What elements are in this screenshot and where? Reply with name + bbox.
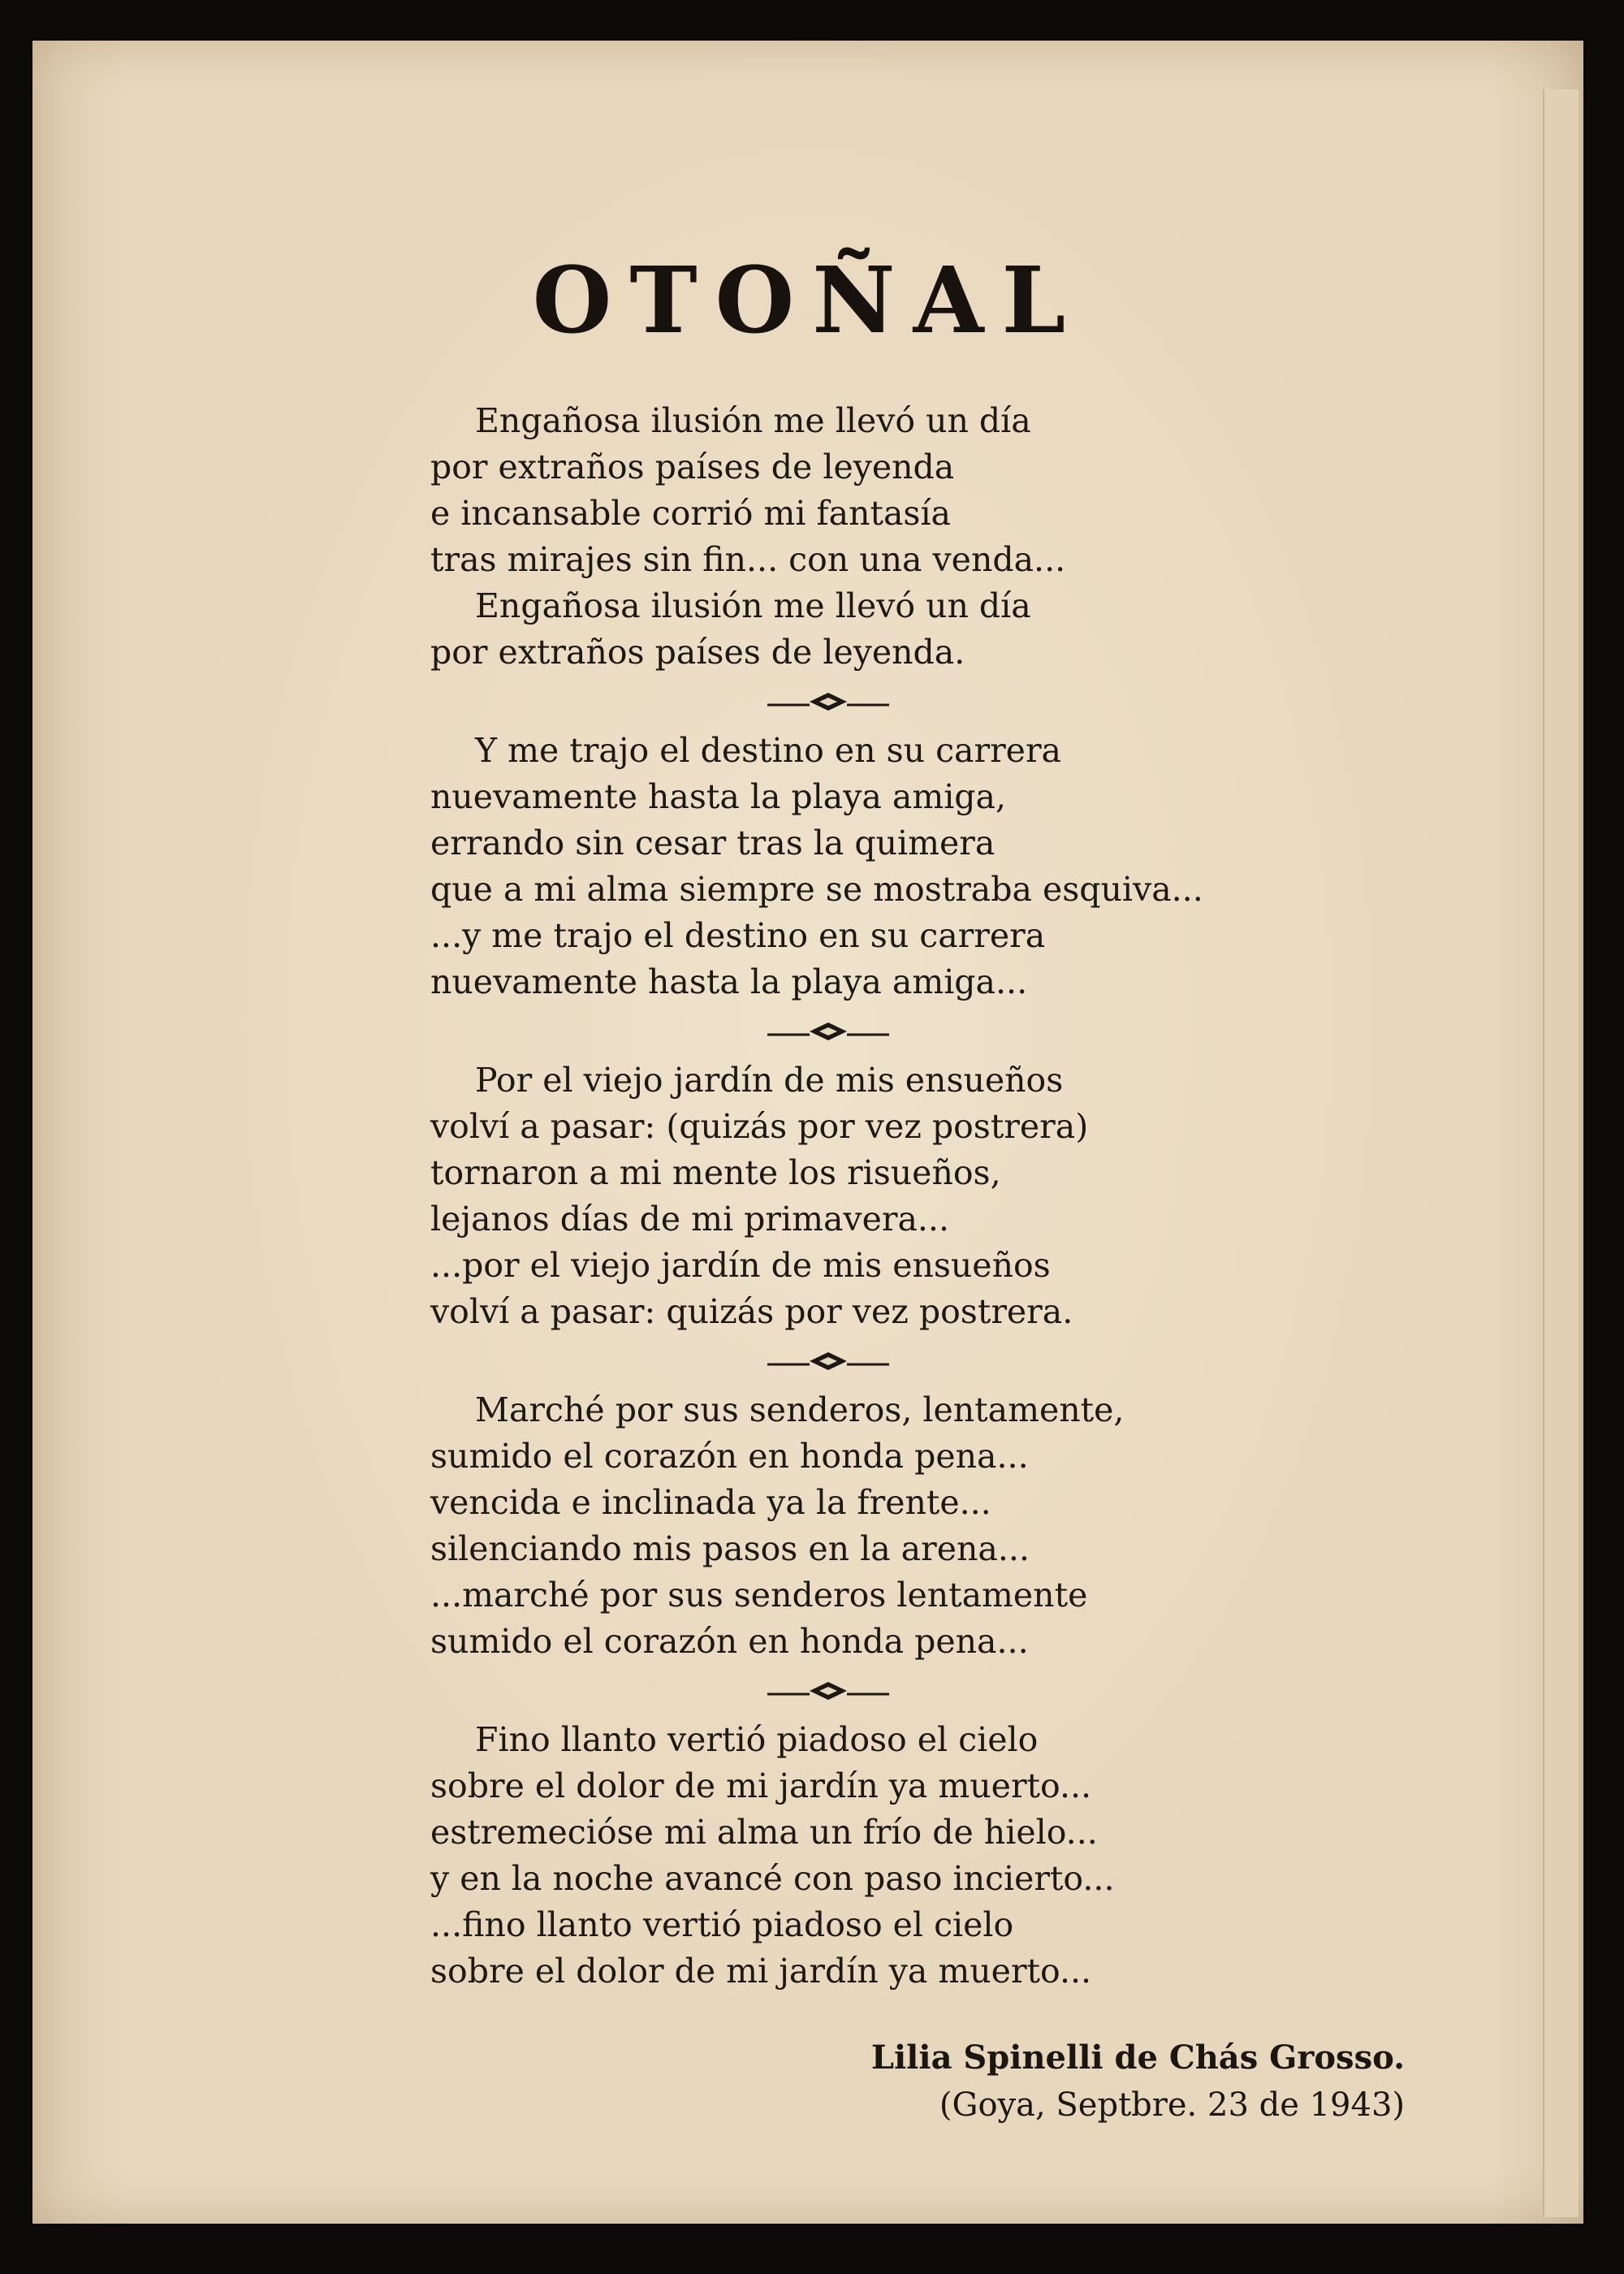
stanza-divider <box>430 1005 1364 1057</box>
author-name: Lilia Spinelli de Chás Grosso. <box>870 2038 1405 2077</box>
poem-line: que a mi alma siempre se mostraba esquiva... <box>430 870 1203 909</box>
stanza-divider <box>430 1335 1364 1387</box>
poem-line: ...fino llanto vertió piadoso el cielo <box>430 1905 1014 1944</box>
poem-line: sumido el corazón en honda pena... <box>430 1622 1029 1661</box>
poem-line: Marché por sus senderos, lentamente, <box>475 1390 1125 1429</box>
poem-line: Fino llanto vertió piadoso el cielo <box>475 1720 1039 1759</box>
diamond-ornament-icon <box>767 1019 889 1044</box>
diamond-ornament-icon <box>767 690 889 714</box>
poem-line: silenciando mis pasos en la arena... <box>430 1529 1030 1568</box>
stanza-2 <box>430 728 1364 1005</box>
poem-line: lejanos días de mi primavera... <box>430 1200 949 1239</box>
poem-line: errando sin cesar tras la quimera <box>430 824 996 862</box>
poem-line: vencida e inclinada ya la frente... <box>430 1483 991 1522</box>
poem-line: tornaron a mi mente los risueños, <box>430 1153 1001 1192</box>
poem-line: por extraños países de leyenda <box>430 447 955 486</box>
signature-block <box>844 2034 1405 2129</box>
stanza-3 <box>430 1057 1364 1335</box>
poem-body <box>430 398 1364 1995</box>
poem-line: volví a pasar: quizás por vez postrera. <box>430 1292 1073 1331</box>
poem-line: ...marché por sus senderos lentamente <box>430 1576 1088 1615</box>
poem-line: nuevamente hasta la playa amiga, <box>430 777 1007 816</box>
poem-line: sobre el dolor de mi jardín ya muerto... <box>430 1952 1092 1991</box>
poem-line: Y me trajo el destino en su carrera <box>475 731 1061 770</box>
poem-line: Engañosa ilusión me llevó un día <box>475 586 1031 625</box>
poem-line: y en la noche avancé con paso incierto... <box>430 1859 1115 1898</box>
poem-line: sobre el dolor de mi jardín ya muerto... <box>430 1766 1092 1805</box>
poem-title: OTOÑAL <box>532 248 1084 354</box>
diamond-ornament-icon <box>767 1349 889 1373</box>
stanza-4 <box>430 1387 1364 1665</box>
poem-line: por extraños países de leyenda. <box>430 633 965 672</box>
poem-line: sumido el corazón en honda pena... <box>430 1437 1029 1476</box>
poem-line: ...y me trajo el destino en su carrera <box>430 916 1046 955</box>
poem-line: Engañosa ilusión me llevó un día <box>475 401 1031 440</box>
poem-line: volví a pasar: (quizás por vez postrera) <box>430 1107 1089 1146</box>
poem-line: estremecióse mi alma un frío de hielo... <box>430 1813 1098 1852</box>
adjacent-page-edge <box>1543 89 1579 2217</box>
stanza-5 <box>430 1717 1364 1995</box>
diamond-ornament-icon <box>767 1679 889 1703</box>
poem-line: ...por el viejo jardín de mis ensueños <box>430 1246 1051 1285</box>
stanza-divider <box>430 1665 1364 1717</box>
poem-line: nuevamente hasta la playa amiga... <box>430 962 1028 1001</box>
poem-line: tras mirajes sin fin... con una venda... <box>430 540 1066 579</box>
poem-line: e incansable corrió mi fantasía <box>430 494 952 533</box>
stanza-1 <box>430 398 1364 676</box>
book-page <box>32 41 1583 2224</box>
place-date: (Goya, Septbre. 23 de 1943) <box>939 2086 1405 2124</box>
poem-line: Por el viejo jardín de mis ensueños <box>475 1061 1064 1100</box>
stanza-divider <box>430 676 1364 728</box>
